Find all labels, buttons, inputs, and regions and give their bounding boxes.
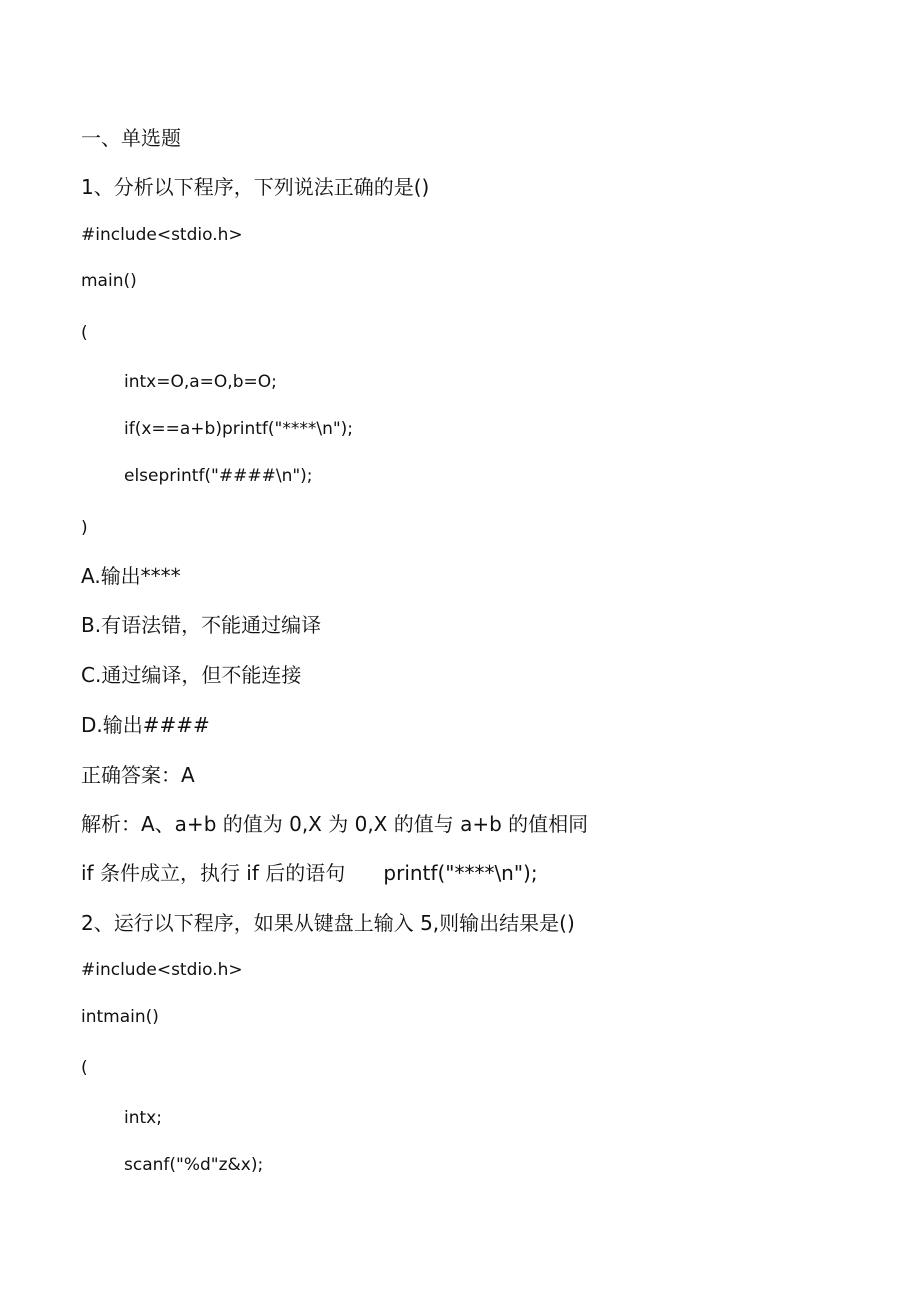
option-d: D.输出#### <box>81 713 210 737</box>
section-heading: 一、单选题 <box>81 126 181 150</box>
code-line: ( <box>81 1058 88 1078</box>
code-line: intx; <box>124 1108 162 1128</box>
code-line: scanf("%d"z&x); <box>124 1155 264 1175</box>
correct-answer: 正确答案：A <box>81 763 195 787</box>
code-line: ( <box>81 323 88 343</box>
code-line: ) <box>81 518 88 538</box>
explanation-line: 解析：A、a+b 的值为 0,X 为 0,X 的值与 a+b 的值相同 <box>81 812 589 836</box>
question-1-text: 1、分析以下程序，下列说法正确的是() <box>81 175 430 199</box>
explanation-line: if 条件成立，执行 if 后的语句 printf("****\n"); <box>81 861 538 885</box>
code-line: intmain() <box>81 1007 159 1027</box>
option-c: C.通过编译，但不能连接 <box>81 663 302 687</box>
code-line: #include<stdio.h> <box>81 960 243 980</box>
code-line: intx=O,a=O,b=O; <box>124 372 277 392</box>
code-line: if(x==a+b)printf("****\n"); <box>124 419 354 439</box>
code-line: elseprintf("####\n"); <box>124 466 313 486</box>
code-line: main() <box>81 271 137 291</box>
option-a: A.输出**** <box>81 564 181 588</box>
option-b: B.有语法错，不能通过编译 <box>81 613 322 637</box>
code-line: #include<stdio.h> <box>81 225 243 245</box>
question-2-text: 2、运行以下程序，如果从键盘上输入 5,则输出结果是() <box>81 911 575 935</box>
